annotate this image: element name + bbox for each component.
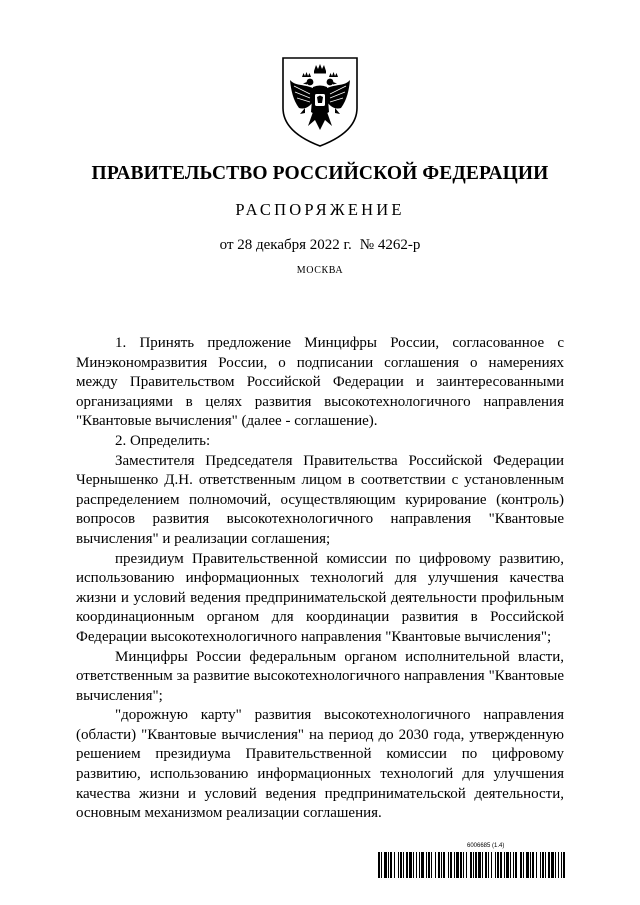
paragraph-6: "дорожную карту" развития высокотехнологичного направления (области) "Квантовые вычисления" на период до 2030 года, утвержденную решением президиума Правительственной комиссии по цифровому развитию, использованию информационных технологий для улучшения качества жизни и условий ведения предпринимательской деятельности, основным механизмом реализации соглашения. [76, 707, 564, 822]
paragraph-2: 2. Определить: [115, 432, 211, 449]
document-body [76, 334, 564, 824]
document-number: № 4262-р [359, 237, 421, 253]
paragraph-1: 1. Принять предложение Минцифры России, согласованное с Минэкономразвития России, о подписании соглашения о намерениях между Правительством Российской Федерации и заинтересованными организациями в целях развития высокотехнологичного направления "Квантовые вычисления" (далее - соглашение). [76, 335, 564, 430]
paragraph-5: Минцифры России федеральным органом исполнительной власти, ответственным за развитие высокотехнологичного направления "Квантовые вычисления"; [76, 648, 564, 704]
document-city: МОСКВА [296, 265, 344, 276]
paragraph-4: президиум Правительственной комиссии по цифровому развитию, использованию информационных технологий для улучшения качества жизни и условий ведения предпринимательской деятельности профильным координационным органом для координации развития в Российской Федерации высокотехнологичного направления "Квантовые вычисления"; [76, 550, 564, 645]
government-title: ПРАВИТЕЛЬСТВО РОССИЙСКОЙ ФЕДЕРАЦИИ [91, 163, 549, 184]
barcode-icon [378, 852, 565, 878]
coat-of-arms-emblem-icon [277, 50, 363, 150]
document-type: РАСПОРЯЖЕНИЕ [235, 200, 405, 219]
paragraph-3: Заместителя Председателя Правительства Российской Федерации Чернышенко Д.Н. ответственным лицом в соответствии с установленным распределением полномочий, осуществляющим курирование (контроль) вопросов развития высокотехнологичного направления "Квантовые вычисления" и реализации соглашения; [76, 452, 564, 547]
barcode-label: 6006685 (1.4) [467, 843, 505, 849]
document-date: от 28 декабря 2022 г. [219, 237, 352, 253]
document-date-line [0, 237, 640, 254]
